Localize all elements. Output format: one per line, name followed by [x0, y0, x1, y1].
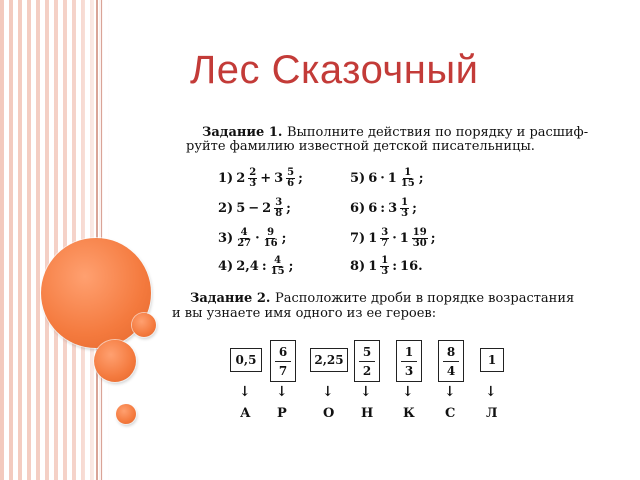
fraction-box-5	[396, 340, 422, 382]
exercise-3	[218, 228, 286, 249]
exercise-number: 7)	[350, 231, 366, 246]
task1-line2: руйте фамилию известной детской писательницы.	[186, 139, 535, 154]
denominator: 3	[249, 178, 257, 189]
numerator: 1	[401, 197, 409, 208]
exercise-1	[218, 168, 303, 189]
fraction	[286, 168, 295, 189]
box-fraction-line	[359, 361, 376, 362]
numerator: 3	[381, 227, 389, 238]
box-value: 0,5	[235, 353, 257, 367]
semicolon: ;	[298, 171, 303, 186]
whole-part: 3	[274, 171, 284, 186]
answer-letter: О	[323, 406, 335, 421]
task2-line2: и вы узнаете имя одного из ее героев:	[172, 306, 437, 321]
whole-part: 6	[368, 201, 378, 216]
exercise-number: 3)	[218, 231, 234, 246]
operator: :	[261, 259, 267, 274]
task1-line1: Задание 1. Выполните действия по порядку и расшиф-	[202, 125, 589, 140]
numerator: 3	[275, 197, 283, 208]
down-arrow-icon: ↓	[276, 384, 288, 400]
box-numerator: 1	[404, 344, 414, 359]
numerator: 2	[249, 167, 257, 178]
numerator: 19	[412, 227, 427, 238]
exercise-2	[218, 198, 291, 219]
exercise-6	[350, 198, 417, 219]
fraction-box-7	[480, 348, 504, 372]
exercise-4	[218, 256, 293, 277]
decorative-circle-small	[132, 313, 156, 337]
exercise-5	[350, 168, 424, 189]
denominator: 3	[401, 208, 409, 219]
semicolon: ;	[418, 171, 424, 186]
box-denominator: 4	[446, 363, 456, 378]
semicolon: ;	[412, 201, 417, 216]
whole-part: 2	[262, 201, 272, 216]
whole-part: 1	[368, 259, 378, 274]
fraction	[412, 228, 428, 249]
fraction-box-2	[270, 340, 296, 382]
denominator: 7	[381, 238, 389, 249]
box-fraction-line	[401, 361, 418, 362]
answer-letter: Н	[361, 406, 374, 421]
denominator: 30	[412, 238, 427, 249]
box-denominator: 2	[362, 363, 372, 378]
semicolon: ;	[286, 201, 291, 216]
fraction	[263, 228, 279, 249]
denominator: 27	[237, 238, 252, 249]
semicolon: ;	[430, 231, 436, 246]
box-numerator: 8	[446, 344, 456, 359]
numerator: 1	[404, 167, 412, 178]
denominator: 8	[275, 208, 283, 219]
box-fraction-line	[443, 361, 460, 362]
fraction	[248, 168, 257, 189]
fraction-box-1	[230, 348, 262, 372]
task2-line1: Задание 2. Расположите дроби в порядке возрастания	[190, 291, 575, 306]
box-numerator: 5	[362, 344, 372, 359]
whole-part: 2	[236, 171, 246, 186]
answer-letter: С	[445, 406, 456, 421]
semicolon: ;	[288, 259, 294, 274]
denominator: 3	[381, 266, 389, 277]
fraction	[274, 198, 283, 219]
exercise-7	[350, 228, 436, 249]
whole-part: 5	[236, 201, 246, 216]
fraction-box-6	[438, 340, 464, 382]
answer-letter: А	[240, 406, 251, 421]
fraction	[380, 256, 389, 277]
numerator: 9	[267, 227, 275, 238]
decorative-circle-medium	[94, 340, 136, 382]
answer-letter: Л	[486, 406, 498, 421]
whole-part: 1	[399, 231, 409, 246]
down-arrow-icon: ↓	[485, 384, 497, 400]
numerator: 4	[274, 255, 282, 266]
exercise-8	[350, 256, 423, 277]
decorative-circle-tiny	[116, 404, 136, 424]
whole-part: 1	[387, 171, 397, 186]
fraction	[270, 256, 286, 277]
whole-part: 3	[388, 201, 398, 216]
operator: :	[380, 201, 386, 216]
numerator: 4	[240, 227, 248, 238]
whole-part: 16.	[400, 259, 423, 274]
exercise-number: 5)	[350, 171, 366, 186]
denominator: 15	[400, 178, 415, 189]
fraction-box-4	[354, 340, 380, 382]
denominator: 6	[287, 178, 295, 189]
down-arrow-icon: ↓	[360, 384, 372, 400]
box-denominator: 7	[278, 363, 288, 378]
operator: +	[260, 171, 272, 186]
semicolon: ;	[281, 231, 287, 246]
operator: ·	[255, 231, 260, 246]
fraction-box-3	[310, 348, 348, 372]
numerator: 5	[287, 167, 295, 178]
denominator: 15	[270, 266, 285, 277]
box-denominator: 3	[404, 363, 414, 378]
box-value: 2,25	[314, 353, 344, 367]
fraction	[400, 198, 409, 219]
down-arrow-icon: ↓	[239, 384, 251, 400]
fraction	[236, 228, 252, 249]
exercise-number: 8)	[350, 259, 366, 274]
whole-part: 1	[368, 231, 378, 246]
answer-letter: К	[403, 406, 415, 421]
numerator: 1	[381, 255, 389, 266]
denominator: 16	[263, 238, 278, 249]
whole-part: 2,4	[236, 259, 259, 274]
slide-title: Лес Сказочный	[190, 48, 479, 92]
operator: ·	[380, 171, 385, 186]
box-value: 1	[487, 353, 497, 367]
down-arrow-icon: ↓	[402, 384, 414, 400]
operator: ·	[392, 231, 397, 246]
exercise-number: 6)	[350, 201, 366, 216]
fraction	[400, 168, 416, 189]
box-numerator: 6	[278, 344, 288, 359]
fraction	[380, 228, 389, 249]
whole-part: 6	[368, 171, 378, 186]
operator: −	[248, 201, 260, 216]
operator: :	[392, 259, 398, 274]
box-fraction-line	[275, 361, 292, 362]
down-arrow-icon: ↓	[444, 384, 456, 400]
down-arrow-icon: ↓	[322, 384, 334, 400]
answer-letter: Р	[277, 406, 287, 421]
exercise-number: 4)	[218, 259, 234, 274]
exercise-number: 1)	[218, 171, 234, 186]
exercise-number: 2)	[218, 201, 234, 216]
